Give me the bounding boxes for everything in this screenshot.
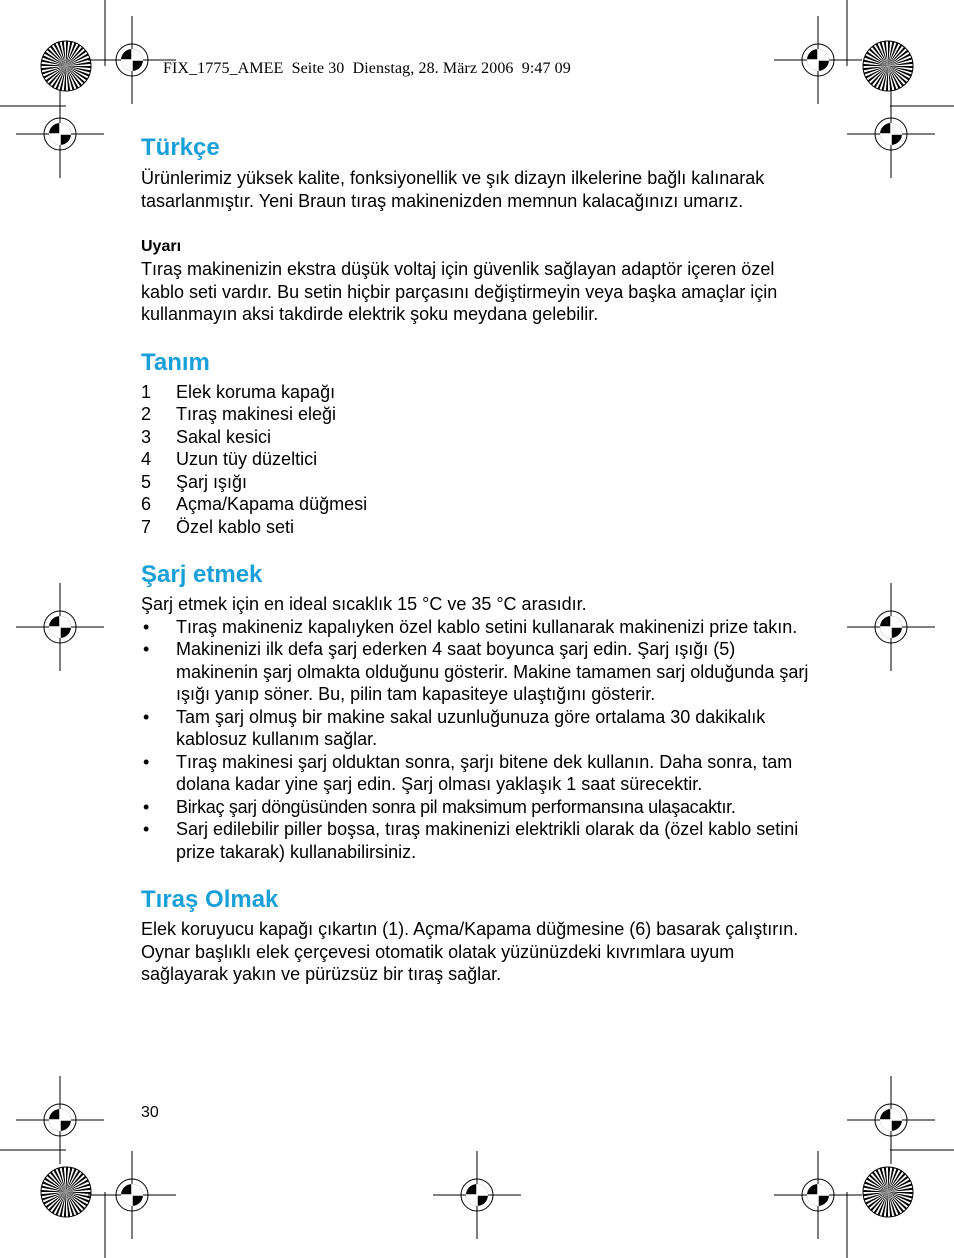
item-number: 5: [141, 471, 152, 492]
print-header: FIX_1775_AMEE Seite 30 Dienstag, 28. März 2006 9:47 09: [163, 60, 571, 77]
intro-text: Ürünlerimiz yüksek kalite, fonksiyonellik ve şık dizayn ilkelerine bağlı kalınarak tasarlanmıştır. Yeni Braun tıraş makinenizden memnun kalacağınızı umarız.: [141, 168, 765, 211]
registration-star-icon: [41, 1167, 91, 1217]
section-title: Türkçe: [141, 134, 220, 161]
item-label: Şarj ışığı: [176, 471, 248, 492]
list-item: [141, 381, 821, 404]
list-item: [141, 471, 821, 494]
item-number: 7: [141, 516, 152, 537]
section-title: Tanım: [141, 348, 210, 376]
registration-star-icon: [863, 41, 913, 91]
bullet: •: [143, 819, 150, 839]
item-text: Tıraş makinesi şarj olduktan sonra, şarjı bitene dek kullanın. Daha sonra, tam dolana kadar yine şarj edin. Şarj olması yaklaşık 1 saat sürecektir.: [176, 751, 793, 794]
item-label: Elek koruma kapağı: [176, 381, 336, 402]
page-number: 30: [141, 1104, 159, 1121]
charging-list: [141, 616, 821, 864]
registration-star-icon: [863, 1167, 913, 1217]
item-number: 2: [141, 404, 152, 424]
item-text: Birkaç şarj döngüsünden sonra pil maksimum performansına ulaşacaktır.: [176, 796, 736, 817]
item-text: Makinenizi ilk defa şarj ederken 4 saat boyunca şarj edin. Şarj ışığı (5) makinenin şarj olmakta olduğunu gösterir. Makine tamamen sarj olduğunda şarj ışığı yanıp söner. Bu, pilin tam kapasiteye ulaştığını gösterir.: [176, 639, 809, 704]
list-item: [141, 403, 821, 426]
item-label: Tıraş makinesi eleği: [176, 404, 337, 424]
list-item: [141, 616, 821, 639]
warning-title: Uyarı: [141, 238, 182, 255]
section-tanim: [141, 349, 821, 539]
bullet: •: [143, 796, 150, 817]
shaving-text: Elek koruyucu kapağı çıkartın (1). Açma/Kapama düğmesine (6) basarak çalıştırın. Oynar başlıklı elek çerçevesi otomatik olatak yüzünüzdeki kıvrımlara uyum sağlayarak yakın ve pürüzsüz bir tıraş sağlar.: [141, 919, 799, 984]
list-item: [141, 796, 821, 819]
bullet: •: [143, 751, 150, 772]
bullet: •: [143, 616, 150, 637]
item-number: 4: [141, 449, 152, 469]
item-text: Sarj edilebilir piller boşsa, tıraş makinenizi elektrikli olarak da (özel kablo setini prize takarak) kullanabilirsiniz.: [176, 819, 799, 862]
list-item: [141, 818, 821, 863]
list-item: [141, 516, 821, 539]
item-number: 6: [141, 494, 152, 514]
section-title: Şarj etmek: [141, 561, 263, 588]
list-item: [141, 448, 821, 471]
section-sarj: [141, 561, 821, 863]
item-text: Tam şarj olmuş bir makine sakal uzunluğunuza göre ortalama 30 dakikalık kablosuz kullanım sağlar.: [176, 706, 766, 749]
parts-list: [141, 381, 821, 539]
registration-star-icon: [41, 41, 91, 91]
warning-text: Tıraş makinenizin ekstra düşük voltaj için güvenlik sağlayan adaptör içeren özel kablo seti vardır. Bu setin hiçbir parçasını değiştirmeyin veya başka amaçlar için kullanmayın aksi takdirde elektrik şoku meydana gelebilir.: [141, 259, 778, 324]
section-title: Tıraş Olmak: [141, 886, 279, 913]
item-text: Tıraş makineniz kapalıyken özel kablo setini kullanarak makinenizi prize takın.: [176, 616, 798, 637]
list-item: [141, 706, 821, 751]
manual-content: [141, 134, 821, 986]
list-item: [141, 426, 821, 449]
list-item: [141, 493, 821, 516]
item-label: Sakal kesici: [176, 426, 272, 447]
bullet: •: [143, 639, 150, 659]
item-number: 3: [141, 426, 152, 447]
item-label: Özel kablo seti: [176, 516, 295, 537]
item-number: 1: [141, 381, 152, 402]
section-turkce: [141, 134, 821, 326]
bullet: •: [143, 706, 150, 727]
list-item: [141, 638, 821, 706]
item-label: Uzun tüy düzeltici: [176, 449, 318, 469]
list-item: [141, 751, 821, 796]
item-label: Açma/Kapama düğmesi: [176, 494, 368, 514]
section-tiras: [141, 886, 821, 986]
intro-text: Şarj etmek için en ideal sıcaklık 15 °C ve 35 °C arasıdır.: [141, 594, 587, 614]
